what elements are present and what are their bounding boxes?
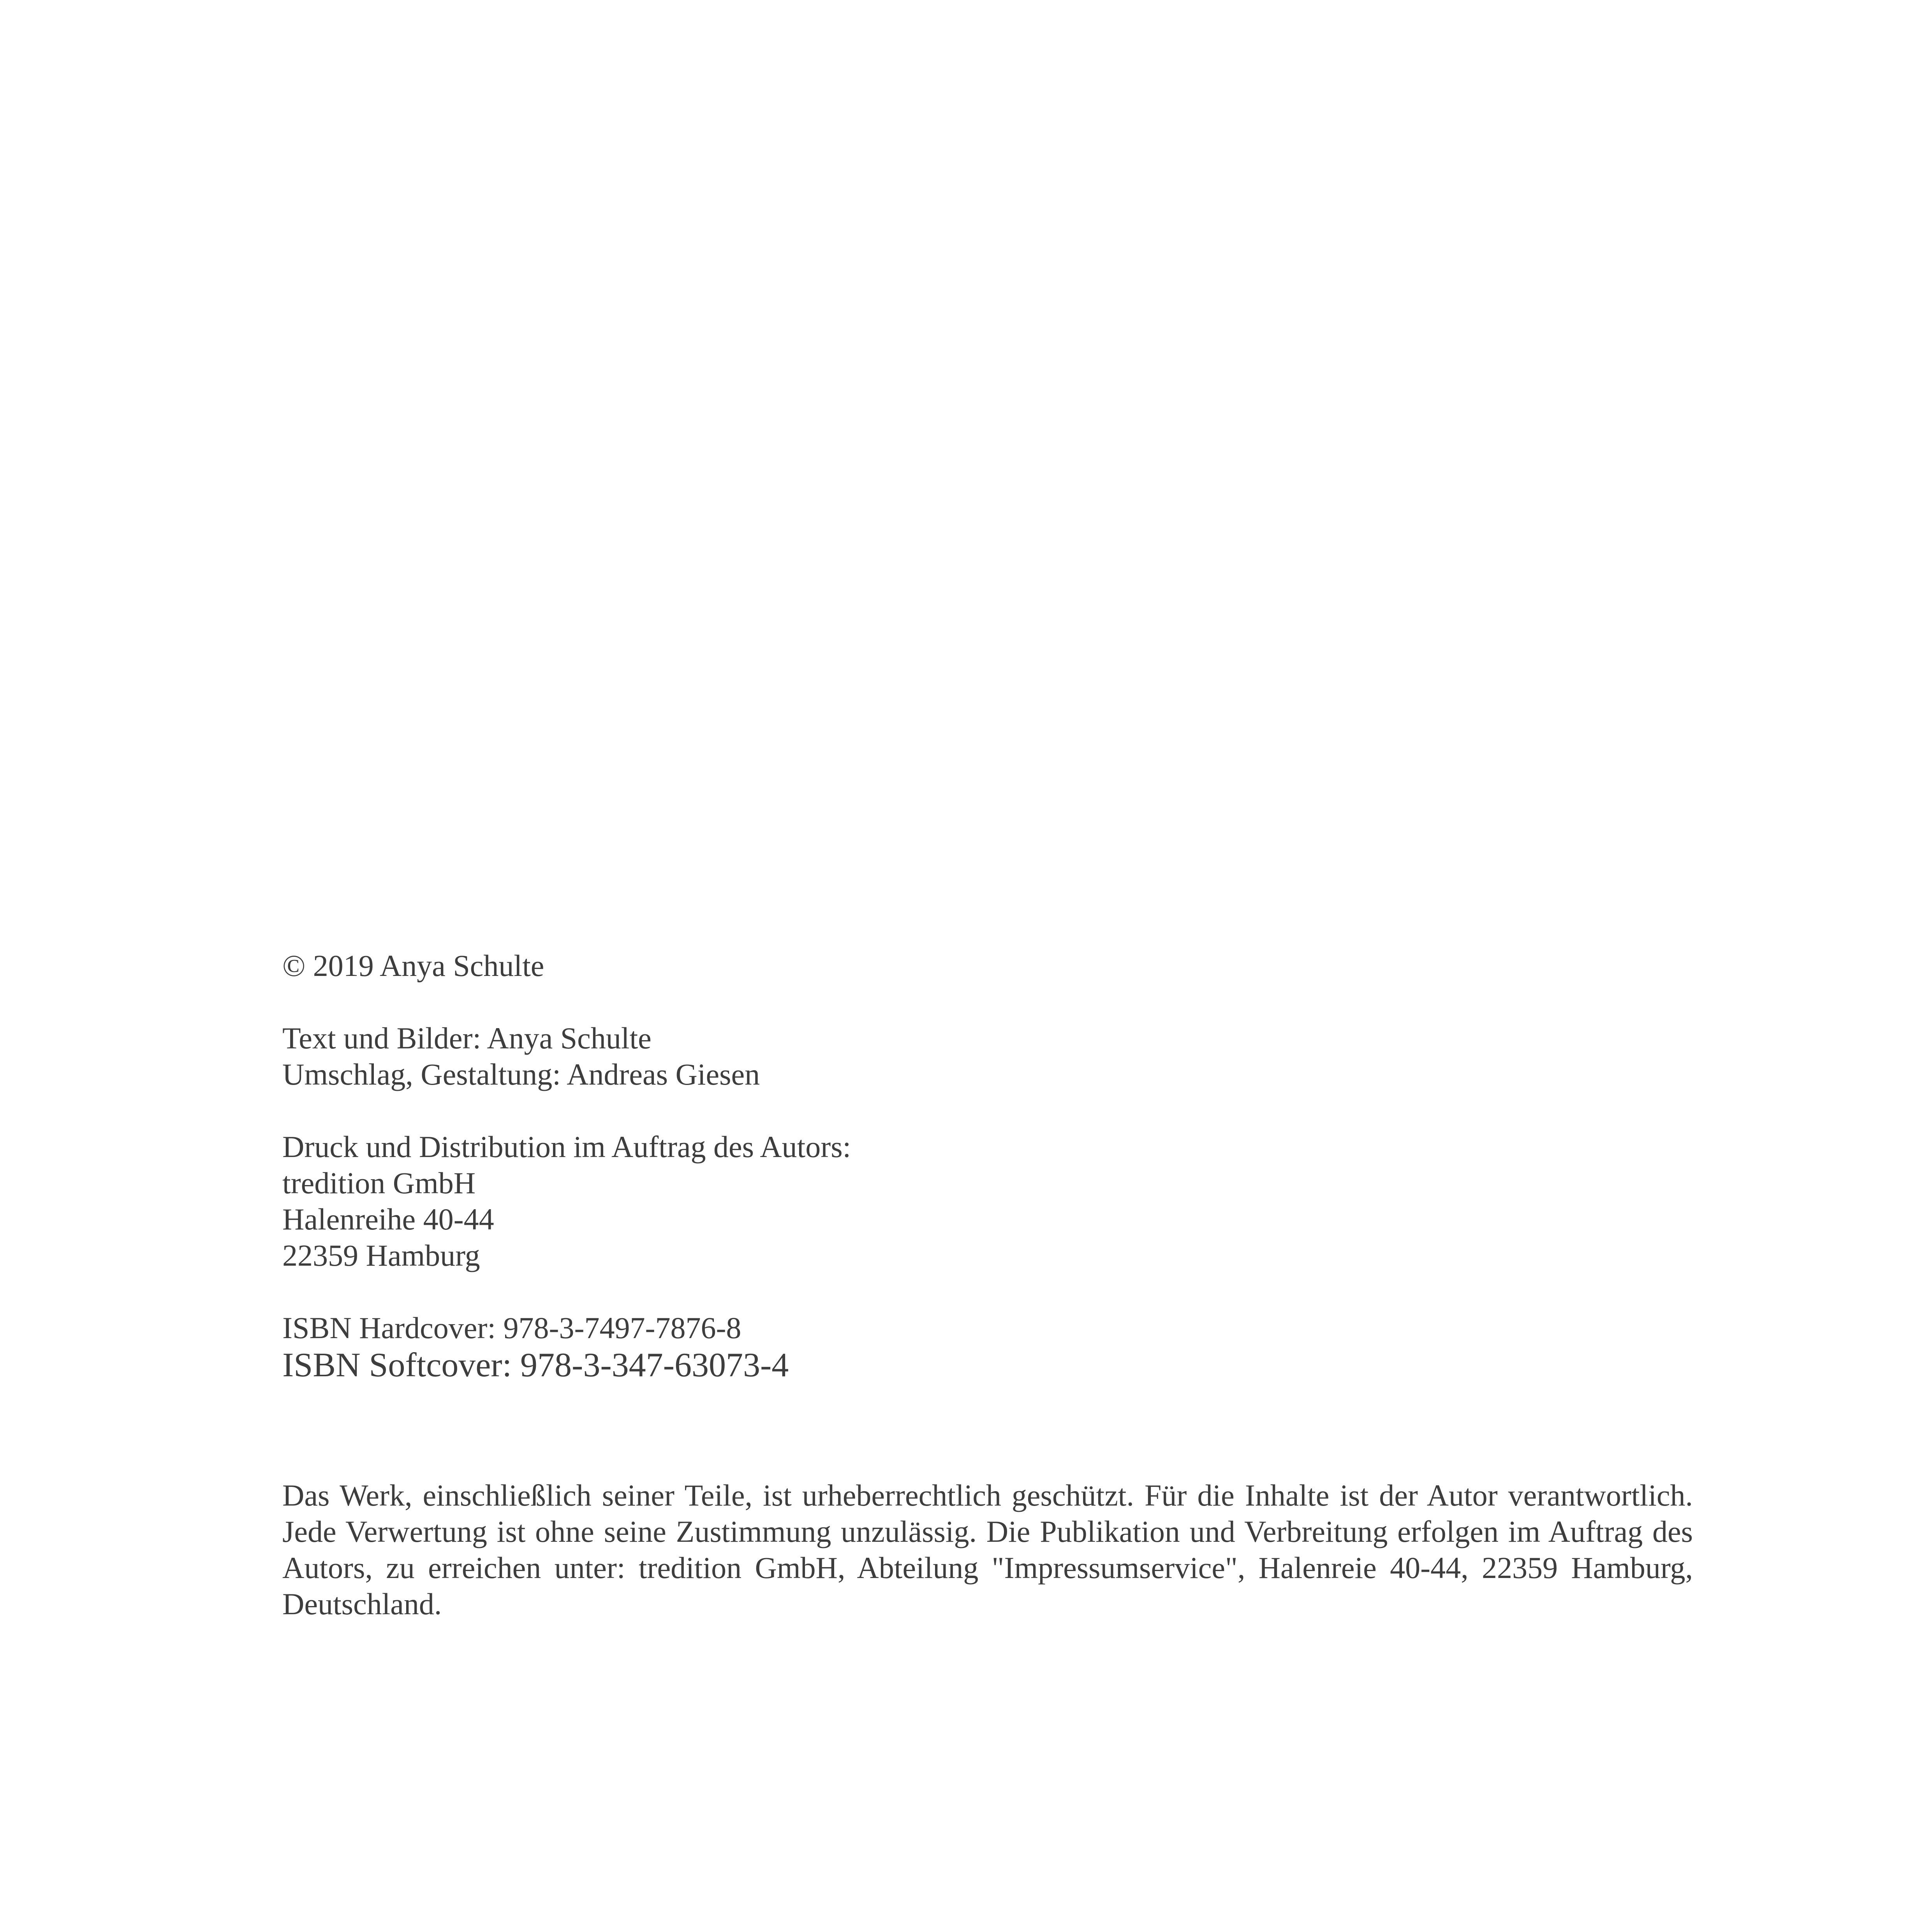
credits-text-und-bilder: Text und Bilder: Anya Schulte [282,1021,652,1055]
imprint-block [282,948,1693,1622]
legal-notice-paragraph: Das Werk, einschließlich seiner Teile, ist urheberrechtlich geschützt. Für die Inhalte ist der Autor verantwortlich. Jede Verwertung ist ohne seine Zustimmung unzulässig. Die Publikation und Verbreitung erfolgen im Auftrag des Autors, zu erreichen unter: tredition GmbH, Abteilung "Impressumservice", Halenreie 40-44, 22359 Hamburg, Deutschland. [282,1478,1693,1621]
copyright-line: © 2019 Anya Schulte [282,949,544,983]
distribution-company: tredition GmbH [282,1166,476,1200]
isbn-softcover-line: ISBN Softcover: 978-3-347-63073-4 [282,1346,789,1384]
distribution-city: 22359 Hamburg [282,1238,480,1272]
distribution-street: Halenreihe 40-44 [282,1202,494,1236]
distribution-heading: Druck und Distribution im Auftrag des Autors: [282,1130,851,1164]
credits-umschlag-gestaltung: Umschlag, Gestaltung: Andreas Giesen [282,1057,760,1091]
isbn-hardcover-line: ISBN Hardcover: 978-3-7497-7876-8 [282,1311,741,1345]
